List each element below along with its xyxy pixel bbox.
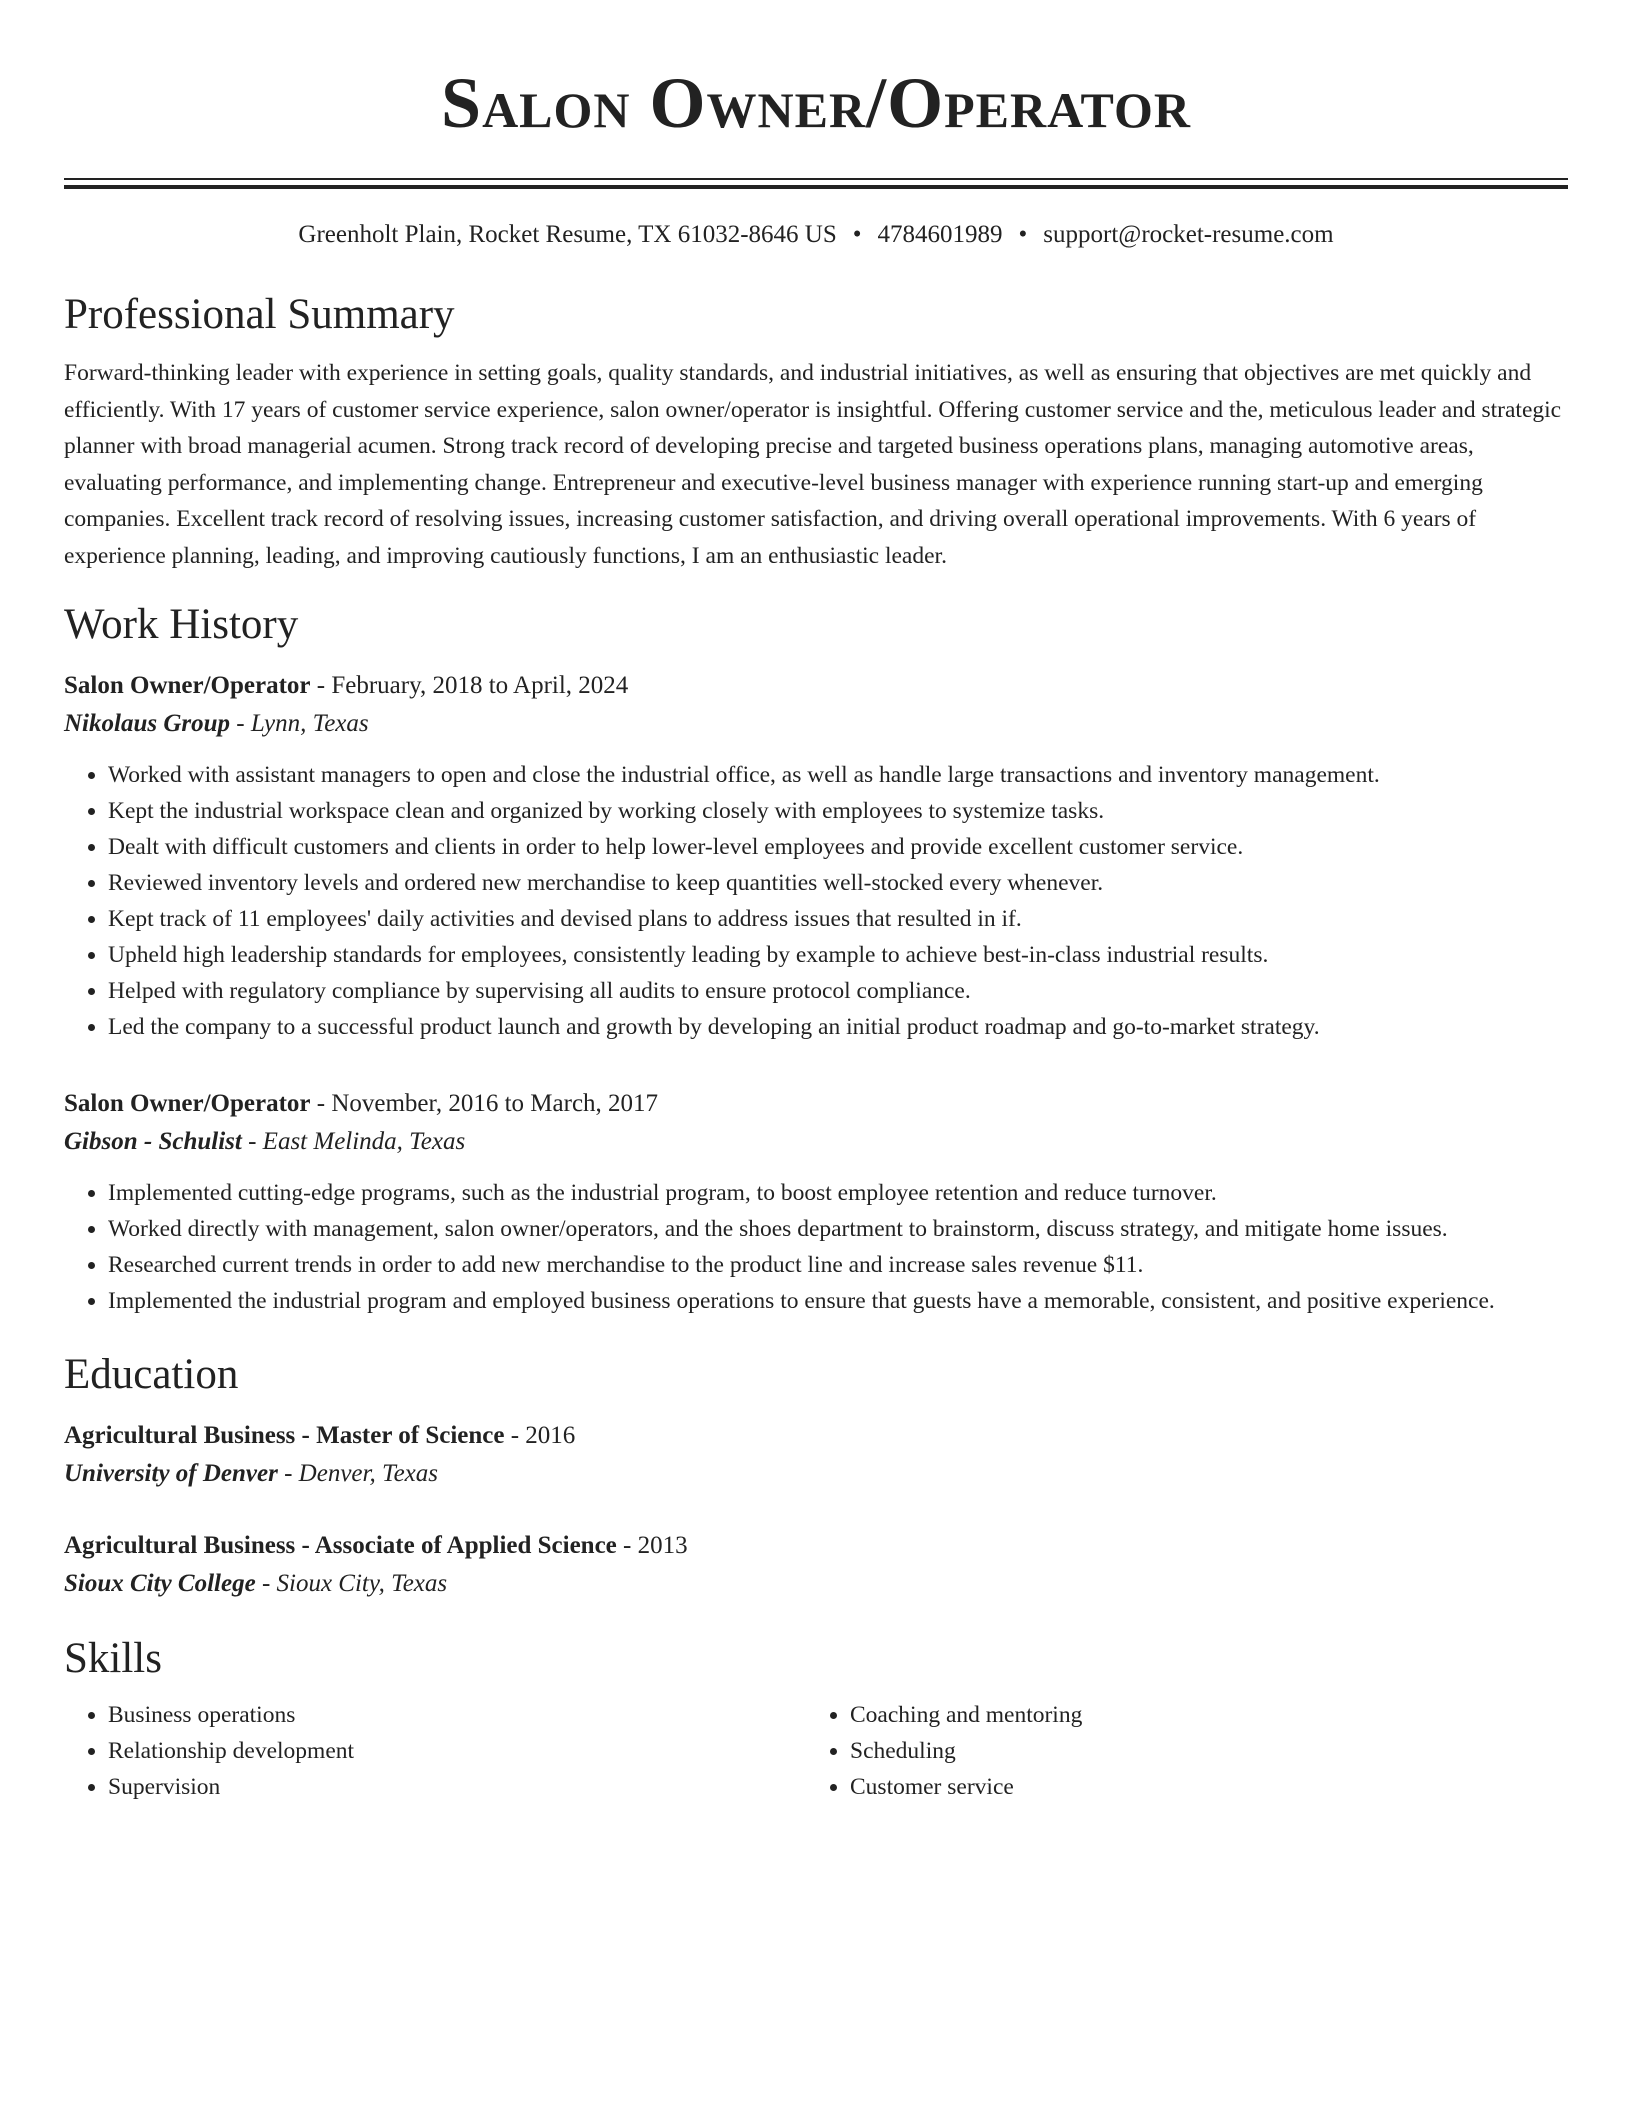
- school-location: - Denver, Texas: [277, 1459, 438, 1487]
- job-location: - Lynn, Texas: [230, 709, 369, 737]
- job-header: [64, 1085, 1568, 1123]
- education-heading: Education: [64, 1350, 239, 1398]
- job-company: Nikolaus Group: [64, 709, 231, 737]
- contact-line: [64, 219, 1568, 251]
- skill-item: • Coaching and mentoring: [850, 1697, 1548, 1733]
- job-duty: • Reviewed inventory levels and ordered new merchandise to keep quantities well-stocked every whenever.: [108, 865, 1568, 901]
- summary-heading: Professional Summary: [64, 291, 455, 338]
- job-employer: [64, 1123, 1568, 1161]
- job-duty: • Implemented cutting-edge programs, such as the industrial program, to boost employee retention and reduce turnover.: [108, 1175, 1568, 1211]
- job-dates: - November, 2016 to March, 2017: [310, 1089, 659, 1117]
- job-header: [64, 667, 1568, 705]
- job-duties-list: [64, 757, 1568, 1045]
- skill-item: • Customer service: [850, 1769, 1548, 1805]
- skill-item: • Relationship development: [108, 1733, 806, 1769]
- job-duty: • Dealt with difficult customers and clients in order to help lower-level employees and provide excellent customer service.: [108, 829, 1568, 865]
- job-duties-list: [64, 1175, 1568, 1319]
- job-title: Salon Owner/Operator: [64, 671, 311, 699]
- work-history-heading: Work History: [64, 600, 299, 648]
- header-divider: [64, 178, 1568, 189]
- education-school-line: [64, 1565, 1568, 1603]
- contact-separator: •: [1018, 221, 1028, 248]
- job-duty: • Helped with regulatory compliance by supervising all audits to ensure protocol compliance.: [108, 973, 1568, 1009]
- contact-address: Greenholt Plain, Rocket Resume, TX 61032-8646 US: [298, 221, 837, 248]
- skills-list: [64, 1697, 806, 1805]
- education-entry: [64, 1417, 1568, 1493]
- skill-item: • Business operations: [108, 1697, 806, 1733]
- skills-grid: [64, 1697, 1568, 1805]
- job-duty: • Kept the industrial workspace clean and organized by working closely with employees to systemize tasks.: [108, 793, 1568, 829]
- skills-heading: Skills: [64, 1634, 162, 1682]
- education-header: [64, 1417, 1568, 1455]
- skills-column-left: [64, 1697, 806, 1805]
- job-duty: • Worked directly with management, salon owner/operators, and the shoes department to brainstorm, discuss strategy, and mitigate home issues.: [108, 1211, 1568, 1247]
- job-duty: • Led the company to a successful product launch and growth by developing an initial product roadmap and go-to-market strategy.: [108, 1009, 1568, 1045]
- work-history-section: [64, 599, 1568, 1319]
- school-name: University of Denver: [64, 1459, 278, 1487]
- job-employer: [64, 705, 1568, 743]
- job-duty: • Researched current trends in order to add new merchandise to the product line and increase sales revenue $11.: [108, 1247, 1568, 1283]
- job-duty: • Worked with assistant managers to open and close the industrial office, as well as handle large transactions and inventory management.: [108, 757, 1568, 793]
- contact-email: support@rocket-resume.com: [1043, 221, 1334, 248]
- job-entry: [64, 1085, 1568, 1319]
- summary-text: Forward-thinking leader with experience in setting goals, quality standards, and industrial initiatives, as well as ensuring that objectives are met quickly and efficiently. With 17 years of customer service experience, salon owner/operator is insightful. Offering customer service and the, meticulous leader and strategic planner with broad managerial acumen. Strong track record of developing precise and targeted business operations plans, managing automotive areas, evaluating performance, and implementing change. Entrepreneur and executive-level business manager with experience running start-up and emerging companies. Excellent track record of resolving issues, increasing customer satisfaction, and driving overall operational improvements. With 6 years of experience planning, leading, and improving cautiously functions, I am an enthusiastic leader.: [64, 360, 1562, 569]
- resume-name: Salon Owner/Operator: [441, 63, 1191, 143]
- job-company: Gibson - Schulist: [64, 1127, 242, 1155]
- summary-section: [64, 289, 1568, 575]
- education-school-line: [64, 1455, 1568, 1493]
- skill-item: • Supervision: [108, 1769, 806, 1805]
- skills-section: [64, 1633, 1568, 1805]
- job-title: Salon Owner/Operator: [64, 1089, 311, 1117]
- skills-column-right: [806, 1697, 1548, 1805]
- degree-name: Agricultural Business - Master of Science: [64, 1421, 505, 1449]
- education-entry: [64, 1527, 1568, 1603]
- job-duty: • Upheld high leadership standards for employees, consistently leading by example to achieve best-in-class industrial results.: [108, 937, 1568, 973]
- skill-item: • Scheduling: [850, 1733, 1548, 1769]
- contact-phone: 4784601989: [877, 221, 1003, 248]
- education-header: [64, 1527, 1568, 1565]
- skills-list: [806, 1697, 1548, 1805]
- graduation-year: - 2013: [616, 1531, 688, 1559]
- job-entry: [64, 667, 1568, 1045]
- graduation-year: - 2016: [504, 1421, 576, 1449]
- contact-separator: •: [852, 221, 862, 248]
- school-name: Sioux City College: [64, 1569, 256, 1597]
- job-duty: • Kept track of 11 employees' daily activities and devised plans to address issues that resulted in if.: [108, 901, 1568, 937]
- school-location: - Sioux City, Texas: [255, 1569, 448, 1597]
- education-section: [64, 1349, 1568, 1603]
- job-duty: • Implemented the industrial program and employed business operations to ensure that guests have a memorable, consistent, and positive experience.: [108, 1283, 1568, 1319]
- job-location: - East Melinda, Texas: [241, 1127, 466, 1155]
- degree-name: Agricultural Business - Associate of Applied Science: [64, 1531, 617, 1559]
- job-dates: - February, 2018 to April, 2024: [310, 671, 629, 699]
